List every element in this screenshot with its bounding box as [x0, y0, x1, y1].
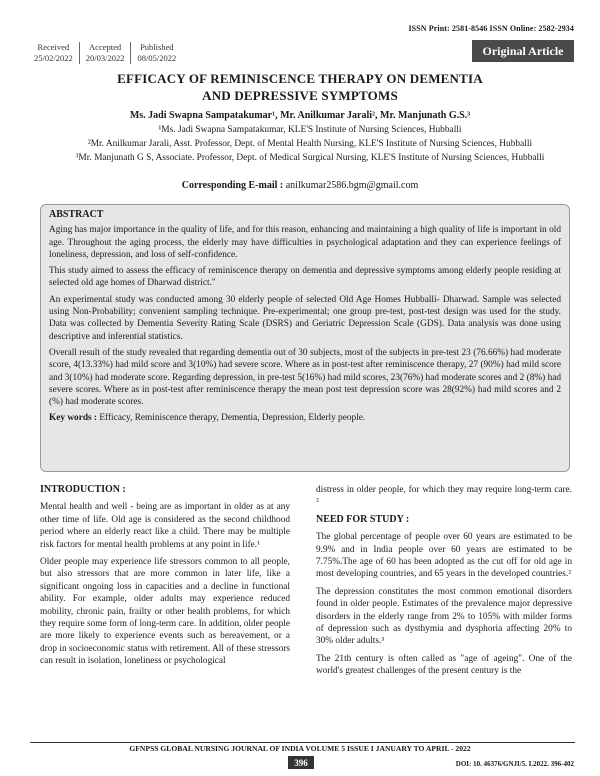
- issn-line: ISSN Print: 2581-8546 ISSN Online: 2582-2934: [408, 24, 574, 33]
- doi[interactable]: DOI: 10. 46376/GNJI/5. I.2022. 396-402: [455, 760, 574, 768]
- keywords-line: [49, 412, 561, 424]
- abstract-paragraph-4: Overall result of the study revealed that regarding dementia out of 30 subjects, most of the subjects in pre-test 23 (76.66%) had moderate score, 4(13.33%) had mild score and 3(10%) had severe score. Where as in post-test after reminiscence therapy, 27 (90%) had mild score and 3(10%) had moderate score. Regarding depression, in pre-test 5(16%) had mild scores, 23(76%) had moderate scores and 2 (8%) had severe scores. Where as in post-test after reminiscence therapy the mean post test depression score was 28(92%) had mild scores and 2 (%) had moderate scores.: [49, 347, 561, 408]
- journal-footer: GFNPSS GLOBAL NURSING JOURNAL OF INDIA VOLUME 5 ISSUE I JANUARY TO APRIL - 2022: [129, 744, 471, 753]
- publication-dates: [34, 42, 182, 64]
- corresponding-label: Corresponding E-mail :: [181, 180, 284, 191]
- left-column: [40, 484, 290, 673]
- title-line-1: EFFICACY OF REMINISCENCE THERAPY ON DEMENTIA: [117, 71, 483, 86]
- title-line-2: AND DEPRESSIVE SYMPTOMS: [202, 88, 398, 103]
- received-label: Received: [37, 42, 70, 52]
- abstract-box: [40, 204, 570, 472]
- received-date: 25/02/2022: [34, 53, 73, 63]
- published-label: Published: [140, 42, 174, 52]
- accepted-date-block: [79, 42, 131, 64]
- introduction-paragraph-continued: distress in older people, for which they may require long-term care. ²: [316, 485, 572, 508]
- article-title: [0, 70, 600, 104]
- corresponding-email-line: [0, 180, 600, 191]
- keywords-text: Efficacy, Reminiscence therapy, Dementia, Depression, Elderly people.: [99, 413, 366, 424]
- need-paragraph-3: The 21th century is often called as "age of ageing". One of the world's greatest challenges of the present century is the: [316, 653, 572, 677]
- abstract-paragraph-3: An experimental study was conducted among 30 elderly people of selected Old Age Homes Hubballi- Dharwad. Sample was selected using Non-Probability; convenient sampling technique. Pre-experimental; one group pre-test, post-test design was used for the study. Data was collected by Dementia Severity Rating Scale (DSRS) and Geriatric Depression Scale (GDS). Data analysis was done using descriptive and inferential statistics.: [49, 294, 561, 342]
- introduction-heading: INTRODUCTION :: [40, 484, 126, 495]
- footer-divider: [30, 742, 575, 743]
- corresponding-email[interactable]: anilkumar2586.bgm@gmail.com: [285, 180, 419, 191]
- affiliation-2: ²Mr. Anilkumar Jarali, Asst. Professor, Dept. of Mental Health Nursing, KLE'S Institute of Nursing Sciences, Hubballi: [87, 139, 533, 149]
- received-date-block: [34, 42, 79, 64]
- affiliation-1: ¹Ms. Jadi Swapna Sampatakumar, KLE'S Institute of Nursing Sciences, Hubballi: [158, 125, 462, 135]
- article-type-badge: Original Article: [472, 40, 574, 62]
- abstract-paragraph-1: Aging has major importance in the quality of life, and for this reason, enhancing and maintaining a high quality of life is important in old age. Throughout the aging process, the elderly may have difficulties in psychological adaptation and they can experience feelings of loneliness, depression, and loss of self-confidence.: [49, 225, 561, 260]
- abstract-paragraph-2: This study aimed to assess the efficacy of reminiscence therapy on dementia and depressive symptoms among elderly people residing at selected old age homes of Dharwad district.": [49, 266, 561, 289]
- right-column: [316, 484, 572, 683]
- need-for-study-heading: NEED FOR STUDY :: [316, 513, 410, 525]
- abstract-heading: ABSTRACT: [49, 209, 104, 220]
- accepted-date: 20/03/2022: [85, 53, 125, 63]
- introduction-paragraph-2: Older people may experience life stressors common to all people, but also stressors that are more common in later life, like a significant ongoing loss in capacities and a decline in functional ability. For example, older adults may experience reduced mobility, chronic pain, frailty or other health problems, for which they require some form of long-term care. In addition, older people are more likely to experience events such as bereavement, or a drop in socioeconomic status with retirement. All of these stressors can result in isolation, loneliness or psychological: [40, 557, 290, 667]
- published-date: 08/05/2022: [137, 53, 177, 63]
- need-paragraph-1: The global percentage of people over 60 years are estimated to be 9.9% and in India people over 60 years are estimated to be 7.75%.The age of 60 has been adopted as the cut off for old age in most developing countries, and 65 years in the developed countries.²: [316, 532, 572, 580]
- need-paragraph-2: The depression constitutes the most common emotional disorders found in older people. Estimates of the prevalence major depressive disorders in the elderly range from 2% to 105% with milder forms of depression such as dysthymia and dysphoria affecting 20% to 30% older adults.³: [316, 586, 572, 647]
- page-number: 396: [288, 756, 314, 769]
- keywords-label: Key words :: [49, 413, 98, 424]
- published-date-block: [130, 42, 182, 64]
- affiliation-3: ³Mr. Manjunath G S, Associate. Professor, Dept. of Medical Surgical Nursing, KLE'S Institute of Nursing Sciences, Hubballi: [75, 153, 545, 163]
- accepted-label: Accepted: [89, 42, 122, 52]
- introduction-paragraph-1: Mental health and well - being are as important in older as at any other time of life. Old age is considered as the second childhood period where an elderly react like a child. There may be multiple risk factors for mental health problems at any point in life.¹: [40, 502, 290, 550]
- author-list: Ms. Jadi Swapna Sampatakumar¹, Mr. Anilkumar Jarali², Mr. Manjunath G.S.³: [129, 110, 471, 121]
